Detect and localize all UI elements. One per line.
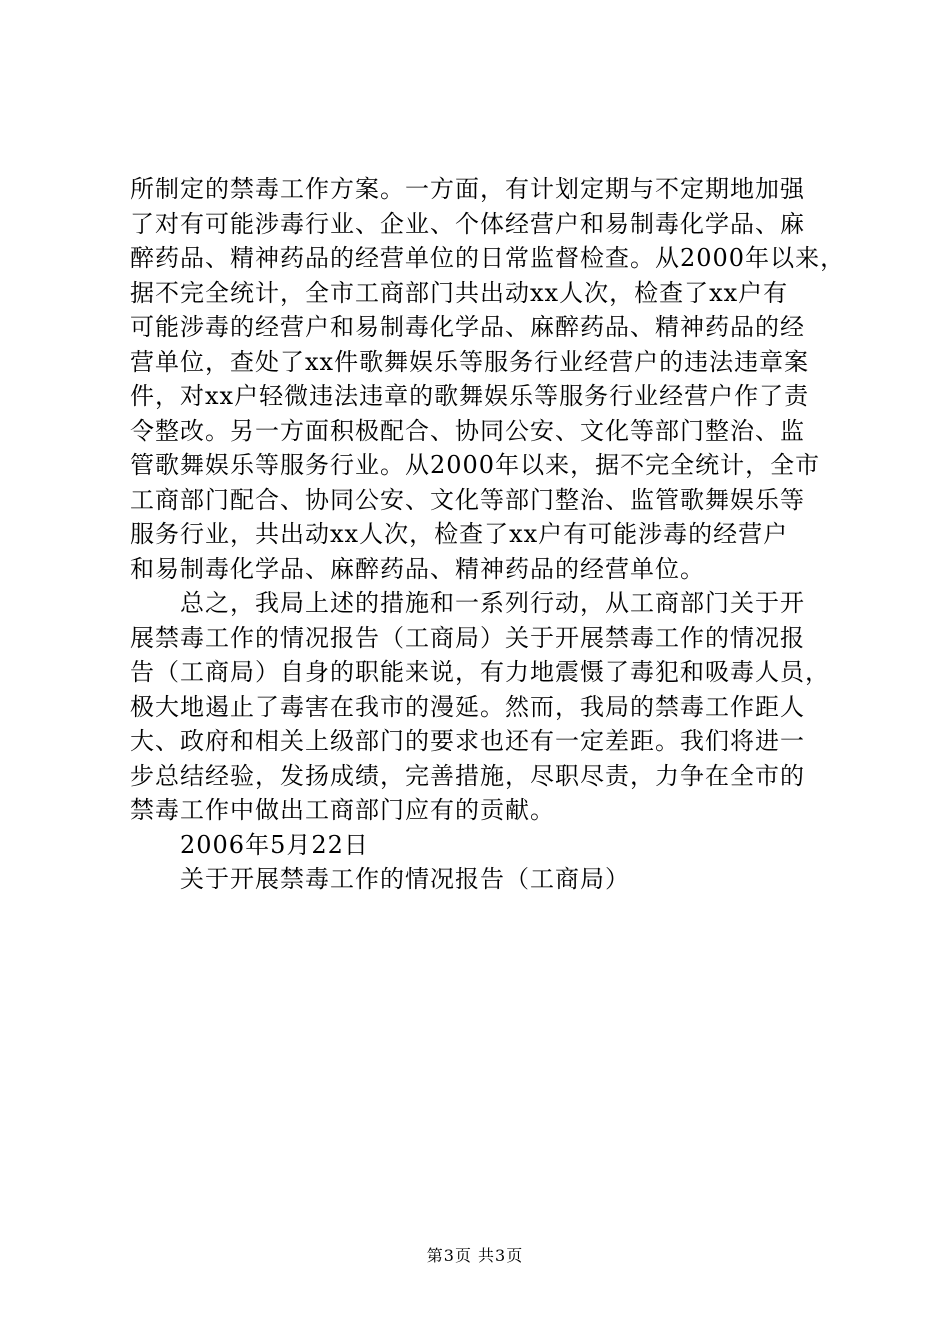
text-line: 营单位，查处了xx件歌舞娱乐等服务行业经营户的违法违章案 <box>130 347 810 376</box>
report-title-line: 关于开展禁毒工作的情况报告（工商局） <box>130 865 630 893</box>
text-line: 大、政府和相关上级部门的要求也还有一定差距。我们将进一 <box>130 727 805 755</box>
text-line: 可能涉毒的经营户和易制毒化学品、麻醉药品、精神药品的经 <box>130 313 805 341</box>
text-line: 醉药品、精神药品的经营单位的日常监督检查。从2000年以来， <box>130 244 846 272</box>
text-line: 步总结经验，发扬成绩，完善措施，尽职尽责，力争在全市的 <box>130 761 805 790</box>
text-line: 禁毒工作中做出工商部门应有的贡献。 <box>130 796 555 824</box>
date-line: 2006年5月22日 <box>130 830 369 859</box>
text-line: 和易制毒化学品、麻醉药品、精神药品的经营单位。 <box>130 554 705 583</box>
text-line: 据不完全统计，全市工商部门共出动xx人次，检查了xx户有 <box>130 278 789 307</box>
text-line: 了对有可能涉毒行业、企业、个体经营户和易制毒化学品、麻 <box>130 209 805 238</box>
text-line: 件，对xx户轻微违法违章的歌舞娱乐等服务行业经营户作了责 <box>130 382 810 410</box>
text-line: 管歌舞娱乐等服务行业。从2000年以来，据不完全统计，全市 <box>130 451 821 479</box>
text-line: 总之，我局上述的措施和一系列行动，从工商部门关于开 <box>130 589 805 617</box>
document-body <box>130 172 846 897</box>
page-number-footer: 第3页 共3页 <box>426 1246 524 1265</box>
text-line: 服务行业，共出动xx人次，检查了xx户有可能涉毒的经营户 <box>130 520 789 548</box>
text-line: 令整改。另一方面积极配合、协同公安、文化等部门整治、监 <box>130 416 805 445</box>
text-line: 告（工商局）自身的职能来说，有力地震慑了毒犯和吸毒人员， <box>130 658 830 686</box>
text-line: 工商部门配合、协同公安、文化等部门整治、监管歌舞娱乐等 <box>130 485 805 514</box>
text-line: 展禁毒工作的情况报告（工商局）关于开展禁毒工作的情况报 <box>130 623 805 652</box>
text-line: 所制定的禁毒工作方案。一方面，有计划定期与不定期地加强 <box>130 175 805 203</box>
text-line: 极大地遏止了毒害在我市的漫延。然而，我局的禁毒工作距人 <box>130 692 805 721</box>
